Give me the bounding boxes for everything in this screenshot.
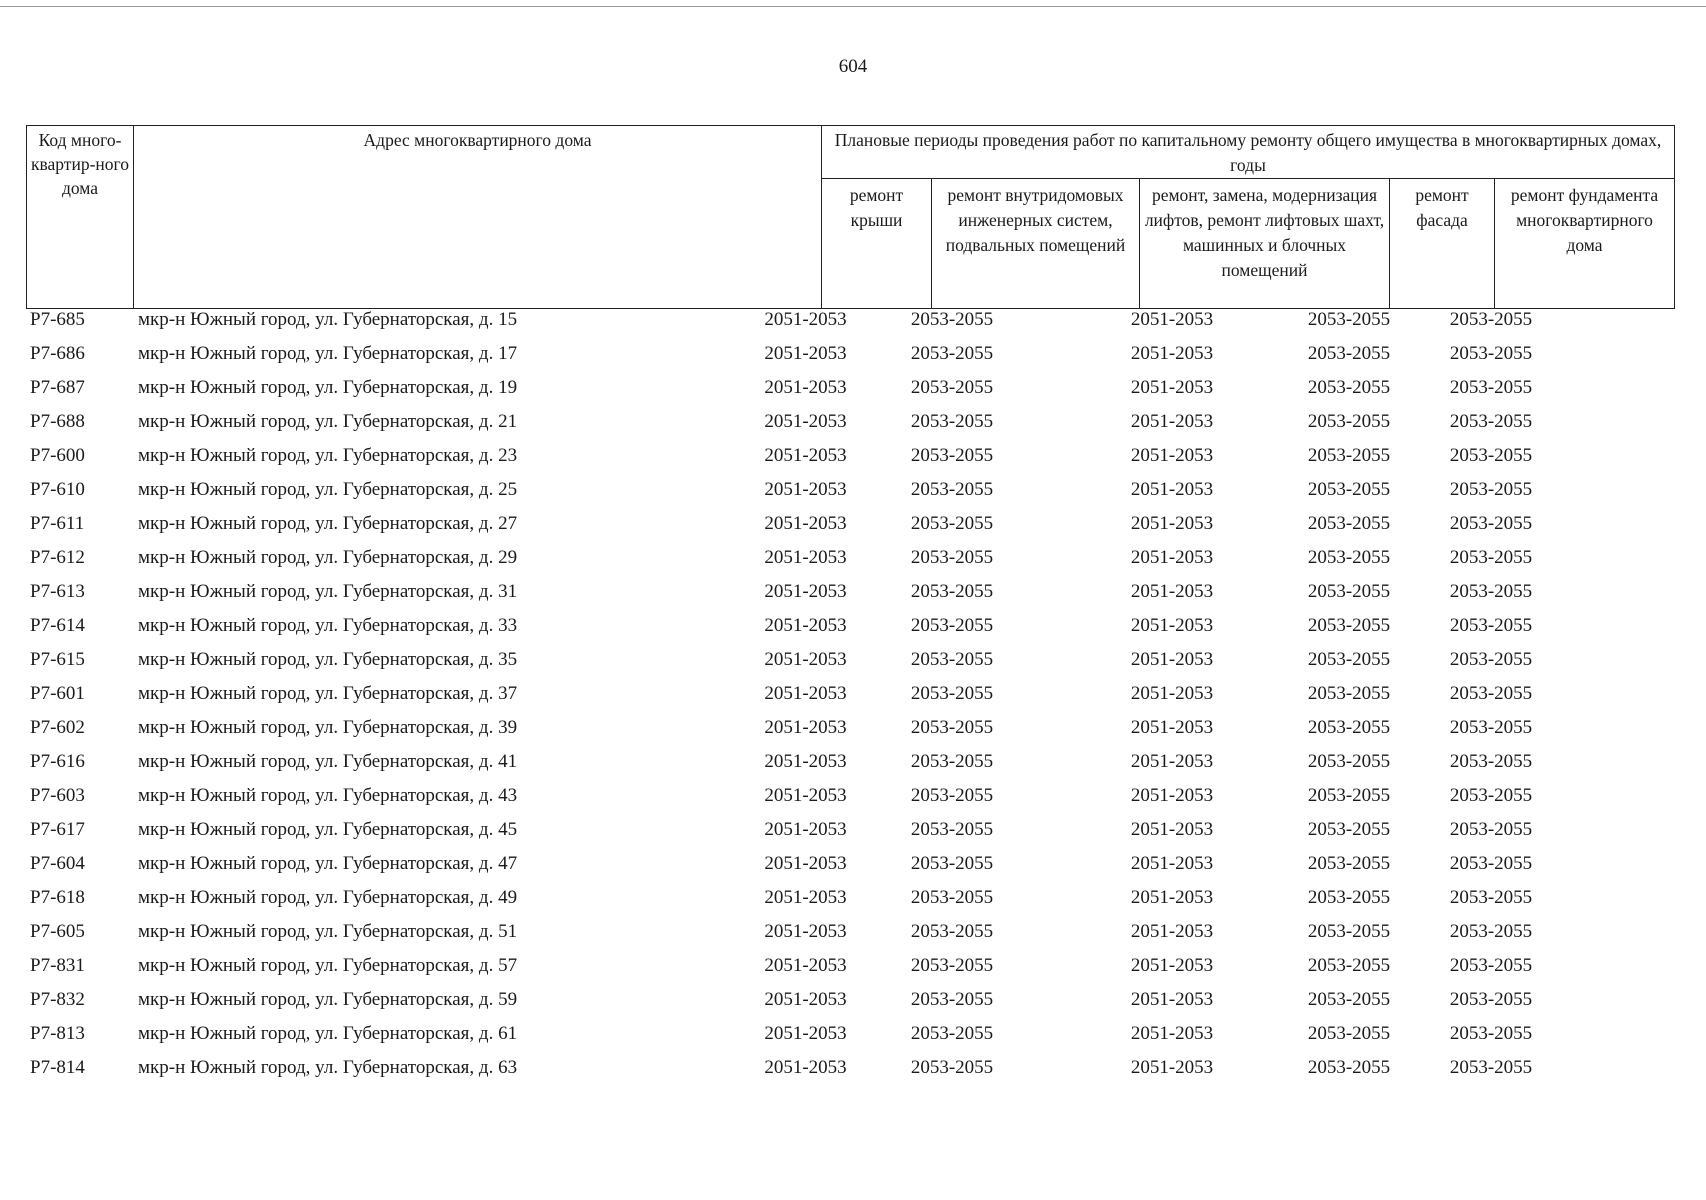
cell-systems: 2053-2055 bbox=[910, 649, 994, 670]
cell-facade: 2053-2055 bbox=[1307, 853, 1391, 874]
cell-lifts: 2051-2053 bbox=[1130, 989, 1214, 1010]
cell-systems: 2053-2055 bbox=[910, 615, 994, 636]
cell-roof: 2051-2053 bbox=[764, 955, 847, 976]
page-number: 604 bbox=[838, 56, 868, 77]
cell-facade: 2053-2055 bbox=[1307, 785, 1391, 806]
cell-facade: 2053-2055 bbox=[1307, 717, 1391, 738]
cell-address: мкр-н Южный город, ул. Губернаторская, д. 61 bbox=[138, 1023, 518, 1044]
header-planned-periods: Плановые периоды проведения работ по капитальному ремонту общего имущества в многоквартирных домах, годы bbox=[822, 126, 1675, 179]
cell-foundation: 2053-2055 bbox=[1449, 479, 1533, 500]
cell-foundation: 2053-2055 bbox=[1449, 649, 1533, 670]
cell-systems: 2053-2055 bbox=[910, 479, 994, 500]
cell-roof: 2051-2053 bbox=[764, 513, 847, 534]
cell-systems: 2053-2055 bbox=[910, 751, 994, 772]
cell-code: Р7-685 bbox=[30, 309, 85, 330]
cell-foundation: 2053-2055 bbox=[1449, 309, 1533, 330]
cell-systems: 2053-2055 bbox=[910, 1023, 994, 1044]
cell-address: мкр-н Южный город, ул. Губернаторская, д. 57 bbox=[138, 955, 518, 976]
cell-roof: 2051-2053 bbox=[764, 819, 847, 840]
cell-systems: 2053-2055 bbox=[910, 1057, 994, 1078]
cell-roof: 2051-2053 bbox=[764, 989, 847, 1010]
cell-code: Р7-613 bbox=[30, 581, 85, 602]
table-row bbox=[26, 309, 1680, 343]
cell-systems: 2053-2055 bbox=[910, 683, 994, 704]
header-address: Адрес многоквартирного дома bbox=[134, 126, 822, 309]
table-row bbox=[26, 989, 1680, 1023]
cell-roof: 2051-2053 bbox=[764, 581, 847, 602]
cell-systems: 2053-2055 bbox=[910, 547, 994, 568]
cell-roof: 2051-2053 bbox=[764, 649, 847, 670]
cell-code: Р7-618 bbox=[30, 887, 85, 908]
table-row bbox=[26, 785, 1680, 819]
cell-lifts: 2051-2053 bbox=[1130, 1057, 1214, 1078]
cell-code: Р7-602 bbox=[30, 717, 85, 738]
cell-lifts: 2051-2053 bbox=[1130, 1023, 1214, 1044]
header-systems: ремонт внутридомовых инженерных систем, подвальных помещений bbox=[932, 179, 1140, 309]
cell-address: мкр-н Южный город, ул. Губернаторская, д. 15 bbox=[138, 309, 518, 330]
cell-lifts: 2051-2053 bbox=[1130, 309, 1214, 330]
cell-address: мкр-н Южный город, ул. Губернаторская, д. 27 bbox=[138, 513, 518, 534]
cell-lifts: 2051-2053 bbox=[1130, 547, 1214, 568]
header-code: Код много-квартир-ного дома bbox=[27, 126, 134, 309]
cell-code: Р7-601 bbox=[30, 683, 85, 704]
table-row bbox=[26, 853, 1680, 887]
cell-lifts: 2051-2053 bbox=[1130, 615, 1214, 636]
scan-edge-line bbox=[0, 6, 1706, 7]
cell-facade: 2053-2055 bbox=[1307, 479, 1391, 500]
table-row bbox=[26, 615, 1680, 649]
table-row bbox=[26, 411, 1680, 445]
cell-foundation: 2053-2055 bbox=[1449, 921, 1533, 942]
cell-roof: 2051-2053 bbox=[764, 479, 847, 500]
cell-systems: 2053-2055 bbox=[910, 445, 994, 466]
cell-address: мкр-н Южный город, ул. Губернаторская, д. 45 bbox=[138, 819, 518, 840]
cell-roof: 2051-2053 bbox=[764, 1057, 847, 1078]
cell-systems: 2053-2055 bbox=[910, 819, 994, 840]
header-facade: ремонт фасада bbox=[1390, 179, 1495, 309]
cell-code: Р7-614 bbox=[30, 615, 85, 636]
cell-lifts: 2051-2053 bbox=[1130, 717, 1214, 738]
cell-code: Р7-687 bbox=[30, 377, 85, 398]
cell-address: мкр-н Южный город, ул. Губернаторская, д. 51 bbox=[138, 921, 518, 942]
cell-foundation: 2053-2055 bbox=[1449, 445, 1533, 466]
cell-code: Р7-813 bbox=[30, 1023, 85, 1044]
cell-foundation: 2053-2055 bbox=[1449, 785, 1533, 806]
table-row bbox=[26, 343, 1680, 377]
cell-systems: 2053-2055 bbox=[910, 377, 994, 398]
table-row bbox=[26, 513, 1680, 547]
cell-roof: 2051-2053 bbox=[764, 547, 847, 568]
cell-lifts: 2051-2053 bbox=[1130, 853, 1214, 874]
cell-facade: 2053-2055 bbox=[1307, 989, 1391, 1010]
cell-roof: 2051-2053 bbox=[764, 309, 847, 330]
cell-roof: 2051-2053 bbox=[764, 683, 847, 704]
cell-facade: 2053-2055 bbox=[1307, 1057, 1391, 1078]
cell-systems: 2053-2055 bbox=[910, 581, 994, 602]
cell-systems: 2053-2055 bbox=[910, 989, 994, 1010]
cell-code: Р7-832 bbox=[30, 989, 85, 1010]
cell-code: Р7-603 bbox=[30, 785, 85, 806]
cell-facade: 2053-2055 bbox=[1307, 547, 1391, 568]
cell-facade: 2053-2055 bbox=[1307, 819, 1391, 840]
cell-facade: 2053-2055 bbox=[1307, 887, 1391, 908]
cell-lifts: 2051-2053 bbox=[1130, 581, 1214, 602]
cell-lifts: 2051-2053 bbox=[1130, 649, 1214, 670]
cell-foundation: 2053-2055 bbox=[1449, 819, 1533, 840]
table-body bbox=[26, 309, 1680, 1091]
cell-facade: 2053-2055 bbox=[1307, 921, 1391, 942]
cell-systems: 2053-2055 bbox=[910, 785, 994, 806]
table-row bbox=[26, 955, 1680, 989]
cell-systems: 2053-2055 bbox=[910, 887, 994, 908]
cell-roof: 2051-2053 bbox=[764, 717, 847, 738]
cell-roof: 2051-2053 bbox=[764, 1023, 847, 1044]
cell-facade: 2053-2055 bbox=[1307, 1023, 1391, 1044]
cell-lifts: 2051-2053 bbox=[1130, 445, 1214, 466]
cell-code: Р7-610 bbox=[30, 479, 85, 500]
cell-code: Р7-617 bbox=[30, 819, 85, 840]
cell-systems: 2053-2055 bbox=[910, 955, 994, 976]
cell-facade: 2053-2055 bbox=[1307, 615, 1391, 636]
cell-foundation: 2053-2055 bbox=[1449, 343, 1533, 364]
cell-roof: 2051-2053 bbox=[764, 751, 847, 772]
cell-foundation: 2053-2055 bbox=[1449, 1057, 1533, 1078]
cell-address: мкр-н Южный город, ул. Губернаторская, д. 29 bbox=[138, 547, 518, 568]
cell-code: Р7-600 bbox=[30, 445, 85, 466]
cell-lifts: 2051-2053 bbox=[1130, 819, 1214, 840]
table-row bbox=[26, 717, 1680, 751]
table-row bbox=[26, 581, 1680, 615]
cell-code: Р7-615 bbox=[30, 649, 85, 670]
cell-address: мкр-н Южный город, ул. Губернаторская, д. 63 bbox=[138, 1057, 518, 1078]
cell-systems: 2053-2055 bbox=[910, 717, 994, 738]
cell-code: Р7-814 bbox=[30, 1057, 85, 1078]
cell-address: мкр-н Южный город, ул. Губернаторская, д. 49 bbox=[138, 887, 518, 908]
cell-foundation: 2053-2055 bbox=[1449, 683, 1533, 704]
cell-code: Р7-605 bbox=[30, 921, 85, 942]
table-row bbox=[26, 683, 1680, 717]
table-row bbox=[26, 445, 1680, 479]
cell-roof: 2051-2053 bbox=[764, 343, 847, 364]
cell-lifts: 2051-2053 bbox=[1130, 921, 1214, 942]
cell-lifts: 2051-2053 bbox=[1130, 785, 1214, 806]
cell-foundation: 2053-2055 bbox=[1449, 853, 1533, 874]
cell-address: мкр-н Южный город, ул. Губернаторская, д. 23 bbox=[138, 445, 518, 466]
table-row bbox=[26, 887, 1680, 921]
table-header bbox=[26, 125, 1675, 309]
cell-facade: 2053-2055 bbox=[1307, 343, 1391, 364]
table-row bbox=[26, 751, 1680, 785]
table-row bbox=[26, 377, 1680, 411]
cell-address: мкр-н Южный город, ул. Губернаторская, д. 47 bbox=[138, 853, 518, 874]
cell-foundation: 2053-2055 bbox=[1449, 717, 1533, 738]
table-row bbox=[26, 1057, 1680, 1091]
cell-foundation: 2053-2055 bbox=[1449, 989, 1533, 1010]
cell-roof: 2051-2053 bbox=[764, 377, 847, 398]
table-row bbox=[26, 649, 1680, 683]
cell-foundation: 2053-2055 bbox=[1449, 547, 1533, 568]
cell-facade: 2053-2055 bbox=[1307, 513, 1391, 534]
cell-address: мкр-н Южный город, ул. Губернаторская, д. 19 bbox=[138, 377, 518, 398]
cell-facade: 2053-2055 bbox=[1307, 683, 1391, 704]
cell-code: Р7-611 bbox=[30, 513, 85, 534]
cell-roof: 2051-2053 bbox=[764, 411, 847, 432]
cell-systems: 2053-2055 bbox=[910, 343, 994, 364]
table-row bbox=[26, 921, 1680, 955]
header-lifts: ремонт, замена, модернизация лифтов, ремонт лифтовых шахт, машинных и блочных помещений bbox=[1140, 179, 1390, 309]
cell-address: мкр-н Южный город, ул. Губернаторская, д. 41 bbox=[138, 751, 518, 772]
cell-foundation: 2053-2055 bbox=[1449, 955, 1533, 976]
cell-foundation: 2053-2055 bbox=[1449, 581, 1533, 602]
cell-roof: 2051-2053 bbox=[764, 785, 847, 806]
header-foundation: ремонт фундамента многоквартирного дома bbox=[1495, 179, 1675, 309]
cell-roof: 2051-2053 bbox=[764, 921, 847, 942]
cell-systems: 2053-2055 bbox=[910, 309, 994, 330]
cell-address: мкр-н Южный город, ул. Губернаторская, д. 21 bbox=[138, 411, 518, 432]
cell-address: мкр-н Южный город, ул. Губернаторская, д. 43 bbox=[138, 785, 518, 806]
cell-foundation: 2053-2055 bbox=[1449, 887, 1533, 908]
cell-systems: 2053-2055 bbox=[910, 513, 994, 534]
table-row bbox=[26, 479, 1680, 513]
cell-facade: 2053-2055 bbox=[1307, 445, 1391, 466]
cell-code: Р7-688 bbox=[30, 411, 85, 432]
cell-lifts: 2051-2053 bbox=[1130, 411, 1214, 432]
cell-facade: 2053-2055 bbox=[1307, 411, 1391, 432]
cell-lifts: 2051-2053 bbox=[1130, 479, 1214, 500]
cell-facade: 2053-2055 bbox=[1307, 751, 1391, 772]
table-row bbox=[26, 547, 1680, 581]
cell-facade: 2053-2055 bbox=[1307, 649, 1391, 670]
cell-foundation: 2053-2055 bbox=[1449, 751, 1533, 772]
cell-address: мкр-н Южный город, ул. Губернаторская, д. 33 bbox=[138, 615, 518, 636]
cell-systems: 2053-2055 bbox=[910, 853, 994, 874]
cell-lifts: 2051-2053 bbox=[1130, 683, 1214, 704]
cell-foundation: 2053-2055 bbox=[1449, 1023, 1533, 1044]
cell-code: Р7-616 bbox=[30, 751, 85, 772]
cell-systems: 2053-2055 bbox=[910, 921, 994, 942]
header-roof: ремонт крыши bbox=[822, 179, 932, 309]
cell-code: Р7-604 bbox=[30, 853, 85, 874]
cell-facade: 2053-2055 bbox=[1307, 309, 1391, 330]
cell-lifts: 2051-2053 bbox=[1130, 377, 1214, 398]
cell-code: Р7-612 bbox=[30, 547, 85, 568]
cell-roof: 2051-2053 bbox=[764, 887, 847, 908]
cell-foundation: 2053-2055 bbox=[1449, 513, 1533, 534]
cell-lifts: 2051-2053 bbox=[1130, 513, 1214, 534]
cell-lifts: 2051-2053 bbox=[1130, 887, 1214, 908]
cell-code: Р7-686 bbox=[30, 343, 85, 364]
cell-address: мкр-н Южный город, ул. Губернаторская, д. 39 bbox=[138, 717, 518, 738]
cell-systems: 2053-2055 bbox=[910, 411, 994, 432]
cell-foundation: 2053-2055 bbox=[1449, 615, 1533, 636]
cell-lifts: 2051-2053 bbox=[1130, 955, 1214, 976]
table-row bbox=[26, 1023, 1680, 1057]
cell-address: мкр-н Южный город, ул. Губернаторская, д. 17 bbox=[138, 343, 518, 364]
table-row bbox=[26, 819, 1680, 853]
cell-address: мкр-н Южный город, ул. Губернаторская, д. 59 bbox=[138, 989, 518, 1010]
cell-roof: 2051-2053 bbox=[764, 853, 847, 874]
cell-lifts: 2051-2053 bbox=[1130, 751, 1214, 772]
cell-code: Р7-831 bbox=[30, 955, 85, 976]
cell-roof: 2051-2053 bbox=[764, 615, 847, 636]
cell-facade: 2053-2055 bbox=[1307, 377, 1391, 398]
cell-facade: 2053-2055 bbox=[1307, 955, 1391, 976]
cell-address: мкр-н Южный город, ул. Губернаторская, д. 35 bbox=[138, 649, 518, 670]
cell-facade: 2053-2055 bbox=[1307, 581, 1391, 602]
cell-address: мкр-н Южный город, ул. Губернаторская, д. 25 bbox=[138, 479, 518, 500]
cell-foundation: 2053-2055 bbox=[1449, 377, 1533, 398]
cell-lifts: 2051-2053 bbox=[1130, 343, 1214, 364]
cell-address: мкр-н Южный город, ул. Губернаторская, д. 37 bbox=[138, 683, 518, 704]
cell-roof: 2051-2053 bbox=[764, 445, 847, 466]
cell-address: мкр-н Южный город, ул. Губернаторская, д. 31 bbox=[138, 581, 518, 602]
cell-foundation: 2053-2055 bbox=[1449, 411, 1533, 432]
